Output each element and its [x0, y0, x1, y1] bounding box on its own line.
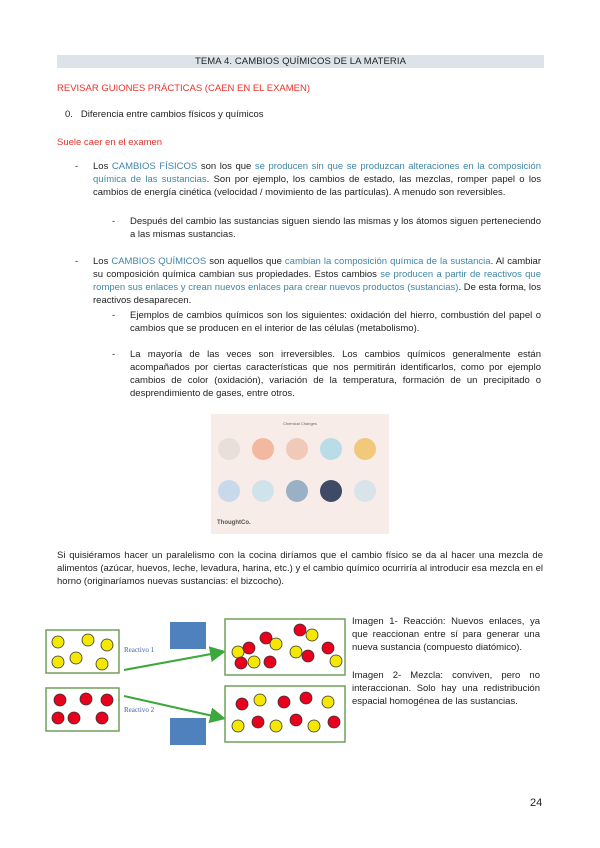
imagen-2-caption: Imagen 2- Mezcla: conviven, pero no interaccionan. Solo hay una redistribución espacial homogénea de las sustancias. [352, 670, 540, 707]
sub-bullet-dash: - [112, 216, 116, 227]
term-fisicos: CAMBIOS FÍSICOS [111, 161, 198, 172]
text: son los que [197, 161, 255, 172]
beaker-icon [286, 480, 308, 502]
sub-bullet-dash: - [112, 310, 116, 321]
imagen-1-caption: Imagen 1- Reacción: Nuevos enlaces, ya que reaccionan entre sí para generar una nueva sustancia (compuesto diatómico). [352, 616, 540, 653]
exam-note: Suele caer en el examen [57, 137, 163, 148]
highlight: cambian la composición química de la sustancia [284, 256, 491, 267]
highlight: se producen sin que se produzcan alteraciones en la composición química de las sustancias [93, 161, 541, 185]
bread-icon [354, 438, 376, 460]
blue-box-bottom [170, 718, 206, 745]
reactivo-1-label: Reactivo 1 [124, 646, 155, 654]
chemical-changes-image [211, 414, 389, 534]
plane-icon [252, 480, 274, 502]
text: Los [93, 256, 112, 267]
blue-box-top [170, 622, 206, 649]
fisicos-sub: Después del cambio las sustancias siguen siendo las mismas y los átomos siguen perteneciendo a las mismas sustancias. [130, 216, 541, 240]
text: . De esta forma, los reactivos desaparecen. [93, 282, 541, 306]
text: son aquellos que [206, 256, 285, 267]
page-number: 24 [530, 797, 543, 809]
brand-logo: ThoughtCo. [217, 520, 251, 526]
text: . Son por ejemplo, los cambios de estado, las mezclas, romper papel o los cambios de energía cinética (velocidad / movimiento de las partículas). A menudo son reversibles. [93, 174, 541, 198]
bullet-dash: - [75, 256, 79, 267]
quimicos-sub-1: Ejemplos de cambios químicos son los siguientes: oxidación del hierro, combustión del papel o cambios que se producen en el interior de las células (metabolismo). [130, 310, 541, 334]
arrow-reaction [124, 652, 222, 670]
egg-icon [320, 438, 342, 460]
bullet-dash: - [75, 161, 79, 172]
text: . Al cambiar su composición química cambian sus propiedades. Estos cambios [93, 256, 541, 280]
section-number: 0. [65, 109, 73, 120]
battery-icon [218, 480, 240, 502]
highlight: se producen a partir de reactivos que rompen sus enlaces y crean nuevos enlaces para crear nuevos productos (sustancias) [93, 269, 541, 293]
fire-icon [252, 438, 274, 460]
revisar-note: REVISAR GUIONES PRÁCTICAS (CAEN EN EL EXAMEN) [57, 83, 311, 94]
paralelismo-paragraph: Si quisiéramos hacer un paralelismo con la cocina diríamos que el cambio físico se da al hacer una mezcla de alimentos (azúcar, huevos, leche, levadura, harina, etc.) y el cambio químico ocurriría al introducir esa mezcla en el horno (originaríamos nuevas sustancias: el bizcocho). [57, 550, 543, 587]
fisicos-paragraph [93, 160, 541, 199]
reaction-mixture-diagram [44, 618, 348, 748]
quimicos-paragraph [93, 255, 541, 307]
page-title: TEMA 4. CAMBIOS QUÍMICOS DE LA MATERIA [194, 56, 407, 67]
sub-bullet-dash: - [112, 349, 116, 360]
image-title: Chemical Changes [283, 421, 317, 426]
section-heading [65, 108, 264, 121]
flask-icon [354, 480, 376, 502]
text: Los [93, 161, 112, 172]
stomach-icon [286, 438, 308, 460]
product-2-box [225, 686, 345, 742]
fireworks-icon [320, 480, 342, 502]
section-title: Diferencia entre cambios físicos y químicos [80, 109, 264, 120]
reactivo-2-label: Reactivo 2 [124, 706, 155, 714]
term-quimicos: CAMBIOS QUÍMICOS [111, 256, 207, 267]
pan-icon [218, 438, 240, 460]
quimicos-sub-2: La mayoría de las veces son irreversibles. Los cambios químicos generalmente están acompañados por ciertas características que nos permitirán identificarlos, como por ejemplo cambios de color (oxidación), variación de la temperatura, formación de un precipitado o desprendimiento de gases, entre otros. [130, 349, 541, 399]
